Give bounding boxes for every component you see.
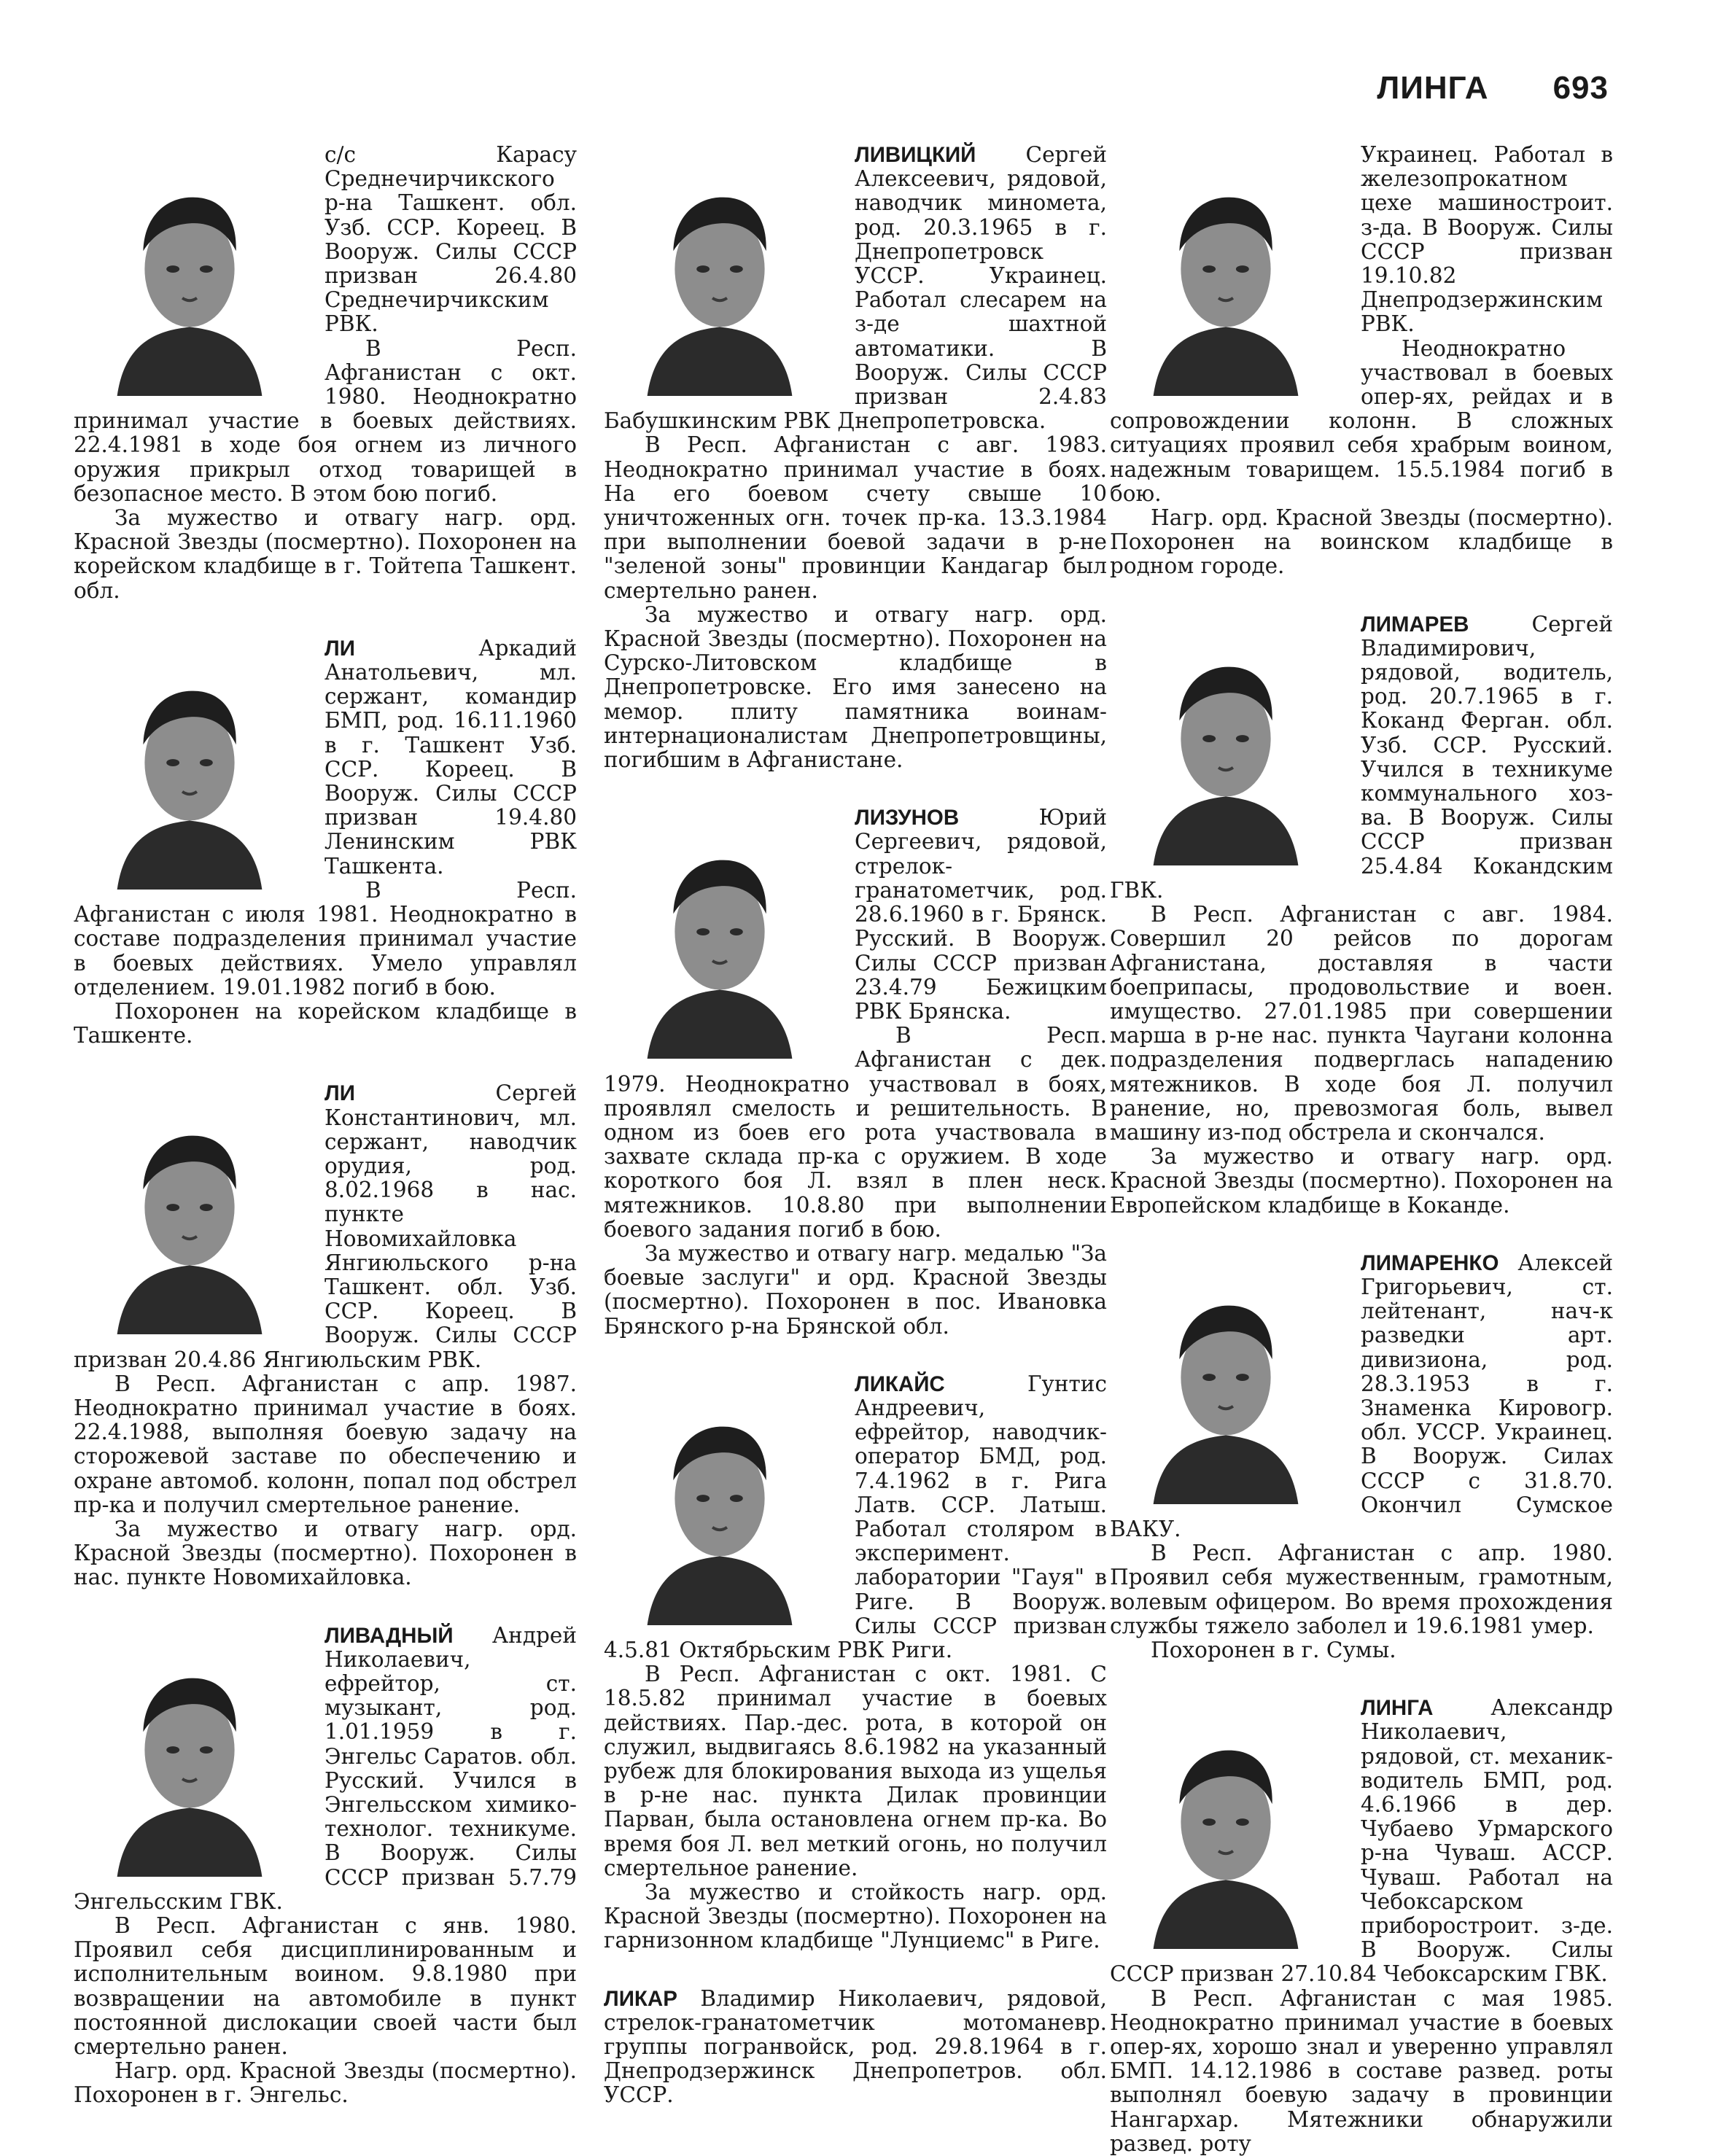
entry-headword: ЛИКАР: [604, 1986, 677, 2011]
portrait-photo: [604, 149, 836, 397]
entry-text: Сергей Константинович, мл. сержант, наводчик орудия, род. 8.02.1968 в нас. пункте Новомихайловка Янгиюльского р-на Ташкент. обл. Узб. ССР. Кореец. В Вооруж. Силы СССР призван 20.4.86 Янгиюльским РВК.: [74, 1081, 577, 1372]
entry-text: В Респ. Афганистан с авг. 1983. Неоднократно принимал участие в боях. На его боевом счету свыше 10 уничтоженных огн. точек пр-ка. 13.3.1984 при выполнении боевой задачи в р-не "зеленой зоны" провинции Кандагар был смертельно ранен.: [604, 432, 1107, 603]
portrait-photo: [74, 149, 306, 397]
entry-livitsky: [604, 143, 1107, 772]
entry-text: В Респ. Афганистан с апр. 1987. Неоднократно принимал участие в боях. 22.4.1988, выполняя боевую задачу на сторожевой заставе по обеспечению и охране автомоб. колонн, попал под обстрел пр-ка и получил смертельное ранение.: [74, 1371, 577, 1517]
entry-li-sergey: [74, 1081, 577, 1589]
entry-paragraph: [604, 1987, 1107, 2108]
entry-li-arkadiy: [74, 637, 577, 1048]
entry-text: В Респ. Афганистан с апр. 1980. Проявил себя мужественным, грамотным, волевым офицером. Во время прохождения службы тяжело заболел и 19.6.1981 умер.: [1110, 1541, 1613, 1638]
running-title: ЛИНГА: [1377, 70, 1489, 106]
entry-text: Александр Николаевич, рядовой, ст. механик-водитель БМП, род. 4.6.1966 в дер. Чубаево Урмарского р-на Чуваш. АССР. Чуваш. Работал на Чебоксарском приборостроит. з-де. В Вооруж. Силы СССР призван 27.10.84 Чебоксарским ГВК.: [1110, 1695, 1613, 1987]
entry-text: Аркадий Анатольевич, мл. сержант, командир БМП, род. 16.11.1960 в г. Ташкент Узб. ССР. Кореец. В Вооруж. Силы СССР призван 19.4.80 Ленинским РВК Ташкента.: [324, 635, 577, 879]
entry-paragraph: [1110, 506, 1613, 579]
entry-text: В Респ. Афганистан с июля 1981. Неоднократно в составе подразделения принимал участие в боевых действиях. Умело управлял отделением. 19.01.1982 погиб в бою.: [74, 877, 577, 1000]
entry-paragraph: [1110, 1145, 1613, 1218]
entry-lizunov: [604, 806, 1107, 1338]
entry-paragraph: [604, 143, 1107, 433]
entry-paragraph: [74, 1000, 577, 1048]
entry-headword: ЛИВАДНЫЙ: [324, 1623, 454, 1648]
entry-paragraph: [604, 1662, 1107, 1880]
entry-paragraph: [74, 1517, 577, 1590]
entry-paragraph: [604, 1372, 1107, 1662]
entry-text: В Респ. Афганистан с дек. 1979. Неоднократно участвовал в боях, проявлял смелость и решительность. В одном из боев его рота участвовала в захвате склада пр-ка с оружием. В ходе короткого боя Л. взял в плен неск. мятежников. 10.8.80 при выполнении боевого задания погиб в бою.: [604, 1023, 1107, 1242]
entry-paragraph: [604, 1242, 1107, 1339]
portrait-photo: [1110, 1702, 1342, 1950]
portrait-photo: [604, 812, 836, 1059]
entry-headword: ЛИВИЦКИЙ: [855, 143, 976, 167]
portrait-photo: [74, 1630, 306, 1877]
entry-paragraph: [1110, 1251, 1613, 1541]
page-number: 693: [1552, 70, 1609, 106]
entry-text: с/с Карасу Среднечирчикского р-на Ташкент. обл. Узб. ССР. Кореец. В Вооруж. Силы СССР призван 26.4.80 Среднечирчикским РВК.: [324, 142, 577, 337]
entry-livadny: [74, 1624, 577, 2108]
entry-text: Нагр. орд. Красной Звезды (посмертно). Похоронен на воинском кладбище в родном городе.: [1110, 505, 1613, 579]
entry-headword: ЛИЗУНОВ: [855, 806, 960, 830]
entry-paragraph: [74, 1081, 577, 1371]
entry-paragraph: [74, 143, 577, 337]
entry-text: В Респ. Афганистан с янв. 1980. Проявил себя дисциплинированным и исполнительным воином. 9.8.1980 при возвращении на автомобиле в пункт постоянной дислокации своей части был смертельно ранен.: [74, 1913, 577, 2060]
text-column-left: [74, 143, 577, 2108]
entry-headword: ЛИКАЙС: [855, 1371, 945, 1396]
entry-limarenko: [1110, 1251, 1613, 1662]
entry-paragraph: [1110, 1987, 1613, 2156]
entry-text: Юрий Сергеевич, рядовой, стрелок-гранатометчик, род. 28.6.1960 в г. Брянск. Русский. В Вооруж. Силы СССР призван 23.4.79 Бежицким РВК Брянска.: [855, 805, 1107, 1024]
entry-paragraph: [74, 637, 577, 879]
entry-text: В Респ. Афганистан с мая 1985. Неоднократно принимал участие в боевых опер-ях, хорошо знал и уверенно управлял БМП. 14.12.1986 в составе развед. роты выполнял боевую задачу в провинции Нангархар. Мятежники обнаружили развед. роту: [1110, 1985, 1613, 2156]
entry-limarev: [1110, 612, 1613, 1218]
entry-text: За мужество и стойкость нагр. орд. Красной Звезды (посмертно). Похоронен на гарнизонном кладбище "Лунциемс" в Риге.: [604, 1880, 1107, 1953]
portrait-photo: [1110, 1257, 1342, 1505]
entry-likays: [604, 1372, 1107, 1953]
entry-text: Гунтис Андреевич, ефрейтор, наводчик-оператор БМД, род. 7.4.1962 в г. Рига Латв. ССР. Латыш. Работал столяром в эксперимент. лаборатории "Гауя" в Риге. В Вооруж. Силы СССР призван 4.5.81 Октябрьским РВК Риги.: [604, 1371, 1107, 1662]
entry-text: За мужество и отвагу нагр. орд. Красной Звезды (посмертно). Похоронен в нас. пункте Новомихайловка.: [74, 1516, 577, 1590]
running-head: [1377, 70, 1609, 106]
entry-headword: ЛИНГА: [1361, 1696, 1434, 1721]
entry-paragraph: [74, 1624, 577, 1914]
entry-text: Неоднократно участвовал в боевых опер-ях, рейдах и в сопровождении колонн. В сложных ситуациях проявил себя храбрым воином, надежным товарищем. 15.5.1984 погиб в бою.: [1110, 335, 1613, 506]
entry-text: За мужество и отвагу нагр. орд. Красной Звезды (посмертно). Похоронен на Сурско-Литовском кладбище в Днепропетровске. Его имя занесено на мемор. плиту памятника воинам-интернационалистам Днепропетровщины, погибшим в Афганистане.: [604, 602, 1107, 773]
entry-headword: ЛИ: [324, 636, 355, 661]
entry-text: Украинец. Работал в железопрокатном цехе машиностроит. з-да. В Вооруж. Силы СССР призван 19.10.82 Днепродзержинским РВК.: [1361, 142, 1613, 337]
entry-paragraph: [74, 1372, 577, 1517]
entry-paragraph: [74, 879, 577, 1000]
entry-text: Андрей Николаевич, ефрейтор, ст. музыкант, род. 1.01.1959 в г. Энгельс Саратов. обл. Русский. Учился в Энгельсском химико-технолог. техникуме. В Вооруж. Силы СССР призван 5.7.79 Энгельсским ГВК.: [74, 1622, 577, 1914]
entry-text: Похоронен на корейском кладбище в Ташкенте.: [74, 998, 577, 1048]
entry-text: В Респ. Афганистан с окт. 1981. С 18.5.82 принимал участие в боевых действиях. Пар.-дес. рота, в которой он служил, выдвигаясь 8.6.1982 на указанный рубеж для блокирования выхода из ущелья в р-не нас. пункта Дилак провинции Парван, была остановлена огнем пр-ка. Во время боя Л. вел меткий огонь, но получил смертельное ранение.: [604, 1662, 1107, 1880]
entry-headword: ЛИ: [324, 1081, 355, 1106]
entry-paragraph: [1110, 1541, 1613, 1638]
entry-text: Нагр. орд. Красной Звезды (посмертно). Похоронен в г. Энгельс.: [74, 2058, 577, 2108]
entry-paragraph: [74, 506, 577, 603]
portrait-photo: [74, 1087, 306, 1335]
text-column-right: [1110, 143, 1613, 2156]
text-column-middle: [604, 143, 1107, 2108]
entry-headword: ЛИМАРЕВ: [1361, 612, 1469, 637]
entry-paragraph: [1110, 143, 1613, 337]
entry-paragraph: [604, 806, 1107, 1024]
entry-paragraph: [74, 1914, 577, 2059]
entry-paragraph: [1110, 903, 1613, 1145]
entry-paragraph: [1110, 1696, 1613, 1986]
entry-text: В Респ. Афганистан с окт. 1980. Неоднократно принимал участие в боевых действиях. 22.4.1981 в ходе боя огнем из личного оружия прикрыл отход товарищей в безопасное место. В этом бою погиб.: [74, 335, 577, 506]
portrait-photo: [604, 1378, 836, 1626]
entry-text: За мужество и отвагу нагр. медалью "За боевые заслуги" и орд. Красной Звезды (посмертно). Похоронен в пос. Ивановка Брянского р-на Брянской обл.: [604, 1240, 1107, 1339]
entry-paragraph: [74, 2059, 577, 2107]
portrait-photo: [74, 642, 306, 890]
entry-text: За мужество и отвагу нагр. орд. Красной Звезды (посмертно). Похоронен на корейском кладбище в г. Тойтепа Ташкент. обл.: [74, 505, 577, 603]
entry-headword: ЛИМАРЕНКО: [1361, 1250, 1499, 1275]
entry-text: Сергей Владимирович, рядовой, водитель, род. 20.7.1965 в г. Коканд Ферган. обл. Узб. ССР. Русский. Учился в техникуме коммунального хоз-ва. В Вооруж. Силы СССР призван 25.4.84 Кокандским ГВК.: [1110, 611, 1613, 903]
entry-linga: [1110, 1696, 1613, 2156]
portrait-photo: [1110, 149, 1342, 397]
entry-paragraph: [1110, 612, 1613, 903]
entry-text: Похоронен в г. Сумы.: [1151, 1637, 1396, 1662]
entry-text: За мужество и отвагу нагр. орд. Красной Звезды (посмертно). Похоронен на Европейском кладбище в Коканде.: [1110, 1144, 1613, 1218]
entry-cont1: [74, 143, 577, 603]
entry-paragraph: [604, 433, 1107, 602]
entry-paragraph: [604, 1880, 1107, 1953]
portrait-photo: [1110, 618, 1342, 866]
entry-text: Алексей Григорьевич, ст. лейтенант, нач-к разведки арт. дивизиона, род. 28.3.1953 в г. Знаменка Кировогр. обл. УССР. Украинец. В Вооруж. Силах СССР с 31.8.70. Окончил Сумское ВАКУ.: [1110, 1250, 1613, 1541]
entry-cont3: [1110, 143, 1613, 579]
entry-text: Владимир Николаевич, рядовой, стрелок-гранатометчик мотоманевр. группы погранвойск, род. 29.8.1964 в г. Днепродзержинск Днепропетров. обл. УССР.: [604, 1985, 1107, 2108]
entry-likar: [604, 1987, 1107, 2108]
entry-paragraph: [1110, 1638, 1613, 1662]
entry-paragraph: [604, 603, 1107, 772]
entry-text: В Респ. Афганистан с авг. 1984. Совершил 20 рейсов по дорогам Афганистана, доставляя в части боеприпасы, продовольствие и воен. имущество. 27.01.1985 при совершении марша в р-не нас. пункта Чаугани колонна подразделения подверглась нападению мятежников. В ходе боя Л. получил ранение, но, превозмогая боль, вывел машину из-под обстрела и скончался.: [1110, 902, 1613, 1145]
entry-text: Сергей Алексеевич, рядовой, наводчик миномета, род. 20.3.1965 в г. Днепропетровск УССР. Украинец. Работал слесарем на з-де шахтной автоматики. В Вооруж. Силы СССР призван 2.4.83 Бабушкинским РВК Днепропетровска.: [604, 142, 1107, 434]
